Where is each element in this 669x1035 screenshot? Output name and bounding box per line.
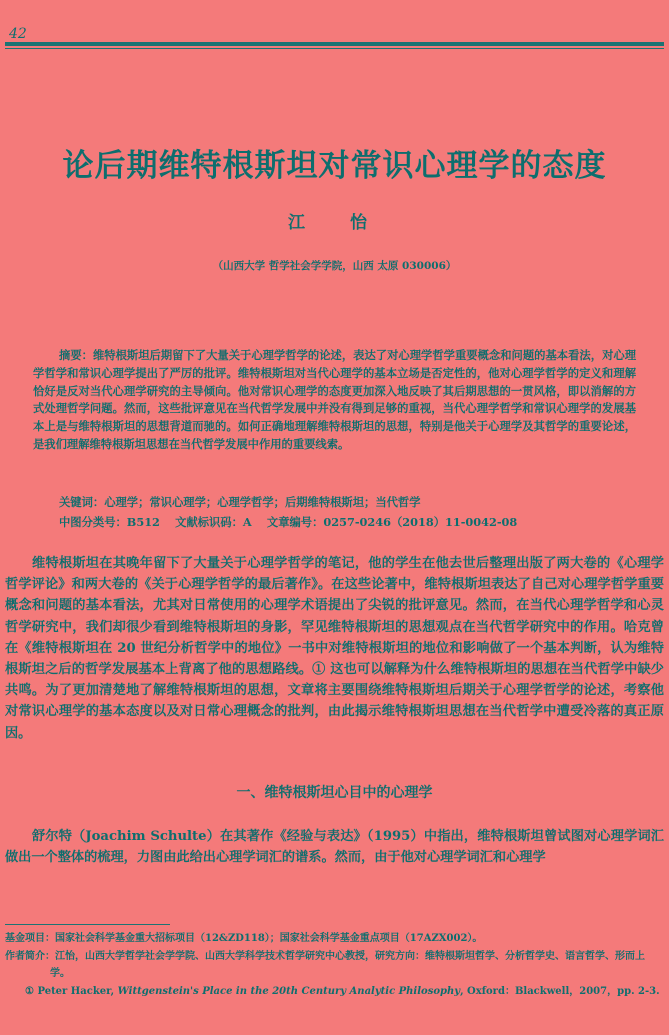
reference-marker: ① [25, 985, 34, 997]
author-bio-note: 作者简介：江怡，山西大学哲学社会学学院、山西大学科学技术哲学研究中心教授，研究方向：维特根斯坦哲学、分析哲学史、语言哲学、形而上学。 [5, 950, 645, 979]
abstract: 摘要：维特根斯坦后期留下了大量关于心理学哲学的论述，表达了对心理学哲学重要概念和问题的基本看法，对心理学哲学和常识心理学提出了严厉的批评。维特根斯坦对当代心理学的基本立场是否定性的，他对心理学哲学的定义和理解恰好是反对当代心理学研究的主导倾向。他对常识心理学的态度更加深入地反映了其后期思想的一贯风格，即以消解的方式处理哲学问题。然而，这些批评意见在当代哲学发展中并没有得到足够的重视，当代心理学哲学和常识心理学的发展基本上是与维特根斯坦的思想背道而驰的。如何正确地理解维特根斯坦的思想，特别是他关于心理学及其哲学的重要论述，是我们理解维特根斯坦思想在当代哲学发展中作用的重要线索。 [33, 348, 636, 451]
footnotes [5, 930, 664, 1000]
author-affiliation: （山西大学 哲学社会学学院，山西 太原 030006） [212, 260, 457, 272]
reference-publisher: , Oxford：Blackwell，2007，pp. 2-3. [460, 985, 660, 997]
article-title: 论后期维特根斯坦对常识心理学的态度 [62, 148, 607, 184]
section-heading: 一、维特根斯坦心目中的心理学 [236, 785, 433, 801]
footnote-rule [5, 924, 170, 925]
page-number: 42 [9, 26, 27, 42]
reference-title: Wittgenstein's Place in the 20th Century Analytic Philosophy [117, 985, 461, 997]
intro-paragraph: 维特根斯坦在其晚年留下了大量关于心理学哲学的笔记，他的学生在他去世后整理出版了两大卷的《心理学哲学评论》和两大卷的《关于心理学哲学的最后著作》。在这些论著中，维特根斯坦表达了自己对心理学哲学重要概念和问题的基本看法，尤其对日常使用的心理学术语提出了尖锐的批评意见。然而，在当代心理学哲学和心灵哲学研究中，我们却很少看到维特根斯坦的身影，罕见维特根斯坦的思想观点在当代哲学研究中的作用。哈克曾在《维特根斯坦在 20 世纪分析哲学中的地位》一书中对维特根斯坦的地位和影响做了一个基本判断，认为维特根斯坦之后的哲学发展基本上背离了他的思想路线。① 这也可以解释为什么维特根斯坦的思想在当代哲学中缺少共鸣。为了更加清楚地了解维特根斯坦的思想，文章将主要围绕维特根斯坦后期关于心理学哲学的论述，考察他对常识心理学的基本态度以及对日常心理概念的批判，由此揭示维特根斯坦思想在当代哲学中遭受冷落的真正原因。 [5, 556, 664, 741]
reference-author: Peter Hacker, [37, 985, 115, 997]
reference-note [5, 983, 664, 1001]
classification-line: 中图分类号：B512 文献标识码：A 文章编号：0257-0246（2018）11-0042-08 [59, 515, 518, 529]
keywords: 关键词：心理学；常识心理学；心理学哲学；后期维特根斯坦；当代哲学 [59, 495, 421, 509]
header-rule [5, 42, 664, 46]
funding-note: 基金项目：国家社会科学基金重大招标项目（12&ZD118）；国家社会科学基金重点项目（17AZX002）。 [5, 933, 483, 944]
article-author: 江 怡 [288, 213, 381, 233]
header-rule-thin [5, 48, 664, 49]
section-paragraph: 舒尔特（Joachim Schulte）在其著作《经验与表达》（1995）中指出，维特根斯坦曾试图对心理学词汇做出一个整体的梳理，力图由此给出心理学词汇的谱系。然而，由于他对心理学词汇和心理学 [5, 829, 664, 866]
